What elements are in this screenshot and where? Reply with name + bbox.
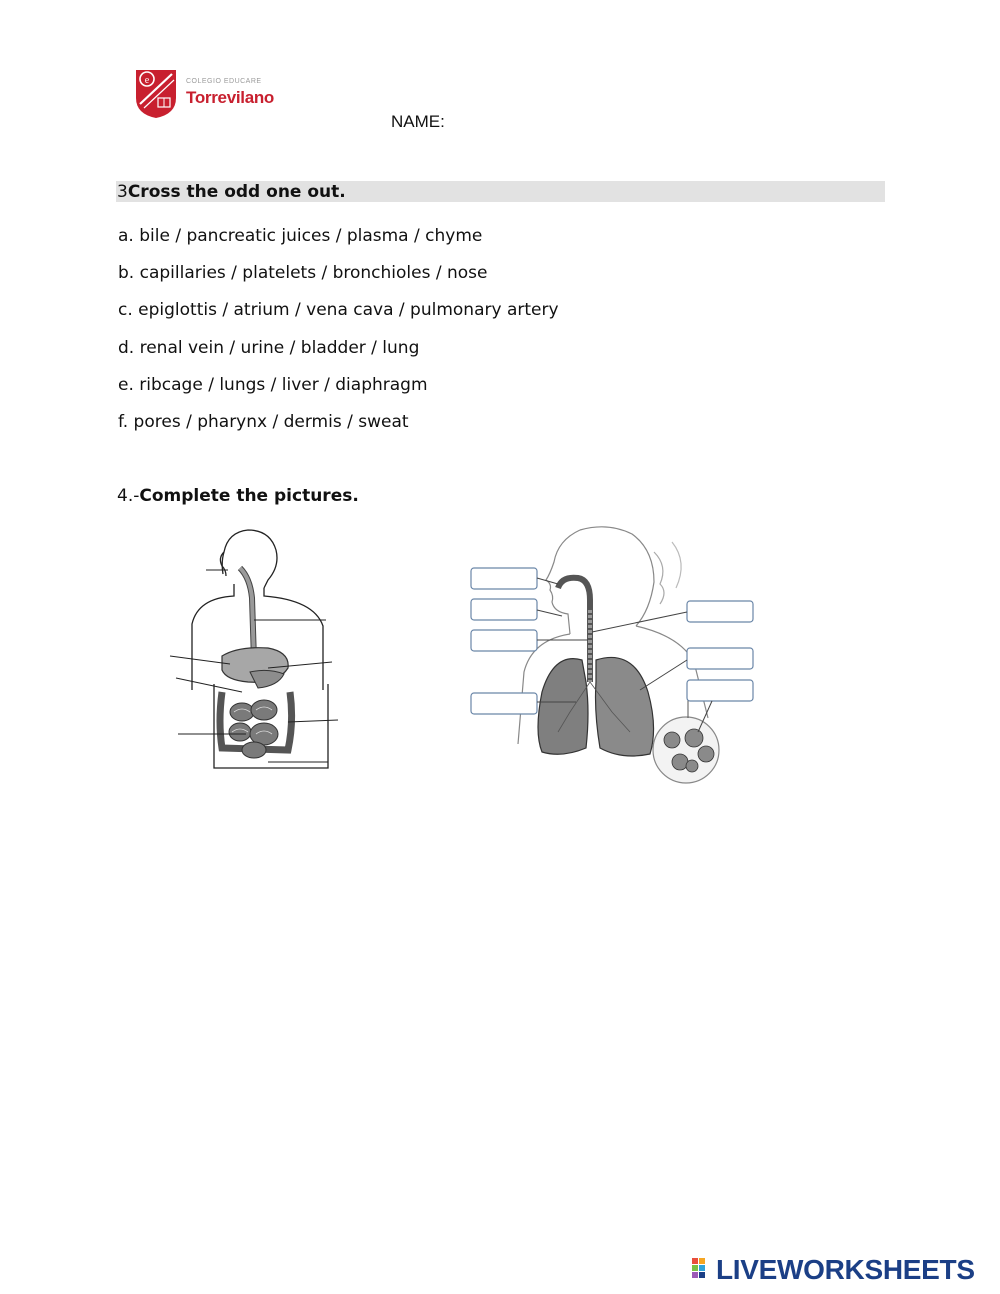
svg-text:e: e	[144, 75, 150, 86]
liveworksheets-logo	[692, 1254, 992, 1286]
list-item[interactable]: b. capillaries / platelets / bronchioles / nose	[118, 263, 488, 284]
section4-number: 4.-	[117, 486, 140, 506]
name-label: NAME:	[391, 112, 445, 131]
list-item[interactable]: f. pores / pharynx / dermis / sweat	[118, 411, 409, 432]
section3-heading	[117, 182, 346, 202]
digestive-system-diagram	[118, 522, 348, 774]
liveworksheets-brand: LIVEWORKSHEETS	[716, 1254, 975, 1285]
odd-one-out-list	[118, 225, 559, 448]
list-item[interactable]: c. epiglottis / atrium / vena cava / pulmonary artery	[118, 300, 559, 321]
list-item[interactable]: e. ribcage / lungs / liver / diaphragm	[118, 374, 428, 395]
section3-number: 3	[117, 182, 128, 202]
section4-heading	[117, 486, 359, 506]
section4-title: Complete the pictures.	[139, 486, 359, 506]
section3-title: Cross the odd one out.	[127, 182, 346, 202]
logo-title: Torrevilano	[186, 88, 275, 107]
list-item[interactable]: a. bile / pancreatic juices / plasma / chyme	[118, 226, 483, 246]
list-item[interactable]: d. renal vein / urine / bladder / lung	[118, 337, 420, 358]
school-emblem-icon	[134, 68, 178, 120]
liveworksheets-blocks-icon	[692, 1258, 714, 1282]
school-logo	[134, 68, 284, 122]
logo-subtitle: COLEGIO EDUCARE	[186, 78, 262, 85]
respiratory-system-diagram	[462, 522, 767, 794]
